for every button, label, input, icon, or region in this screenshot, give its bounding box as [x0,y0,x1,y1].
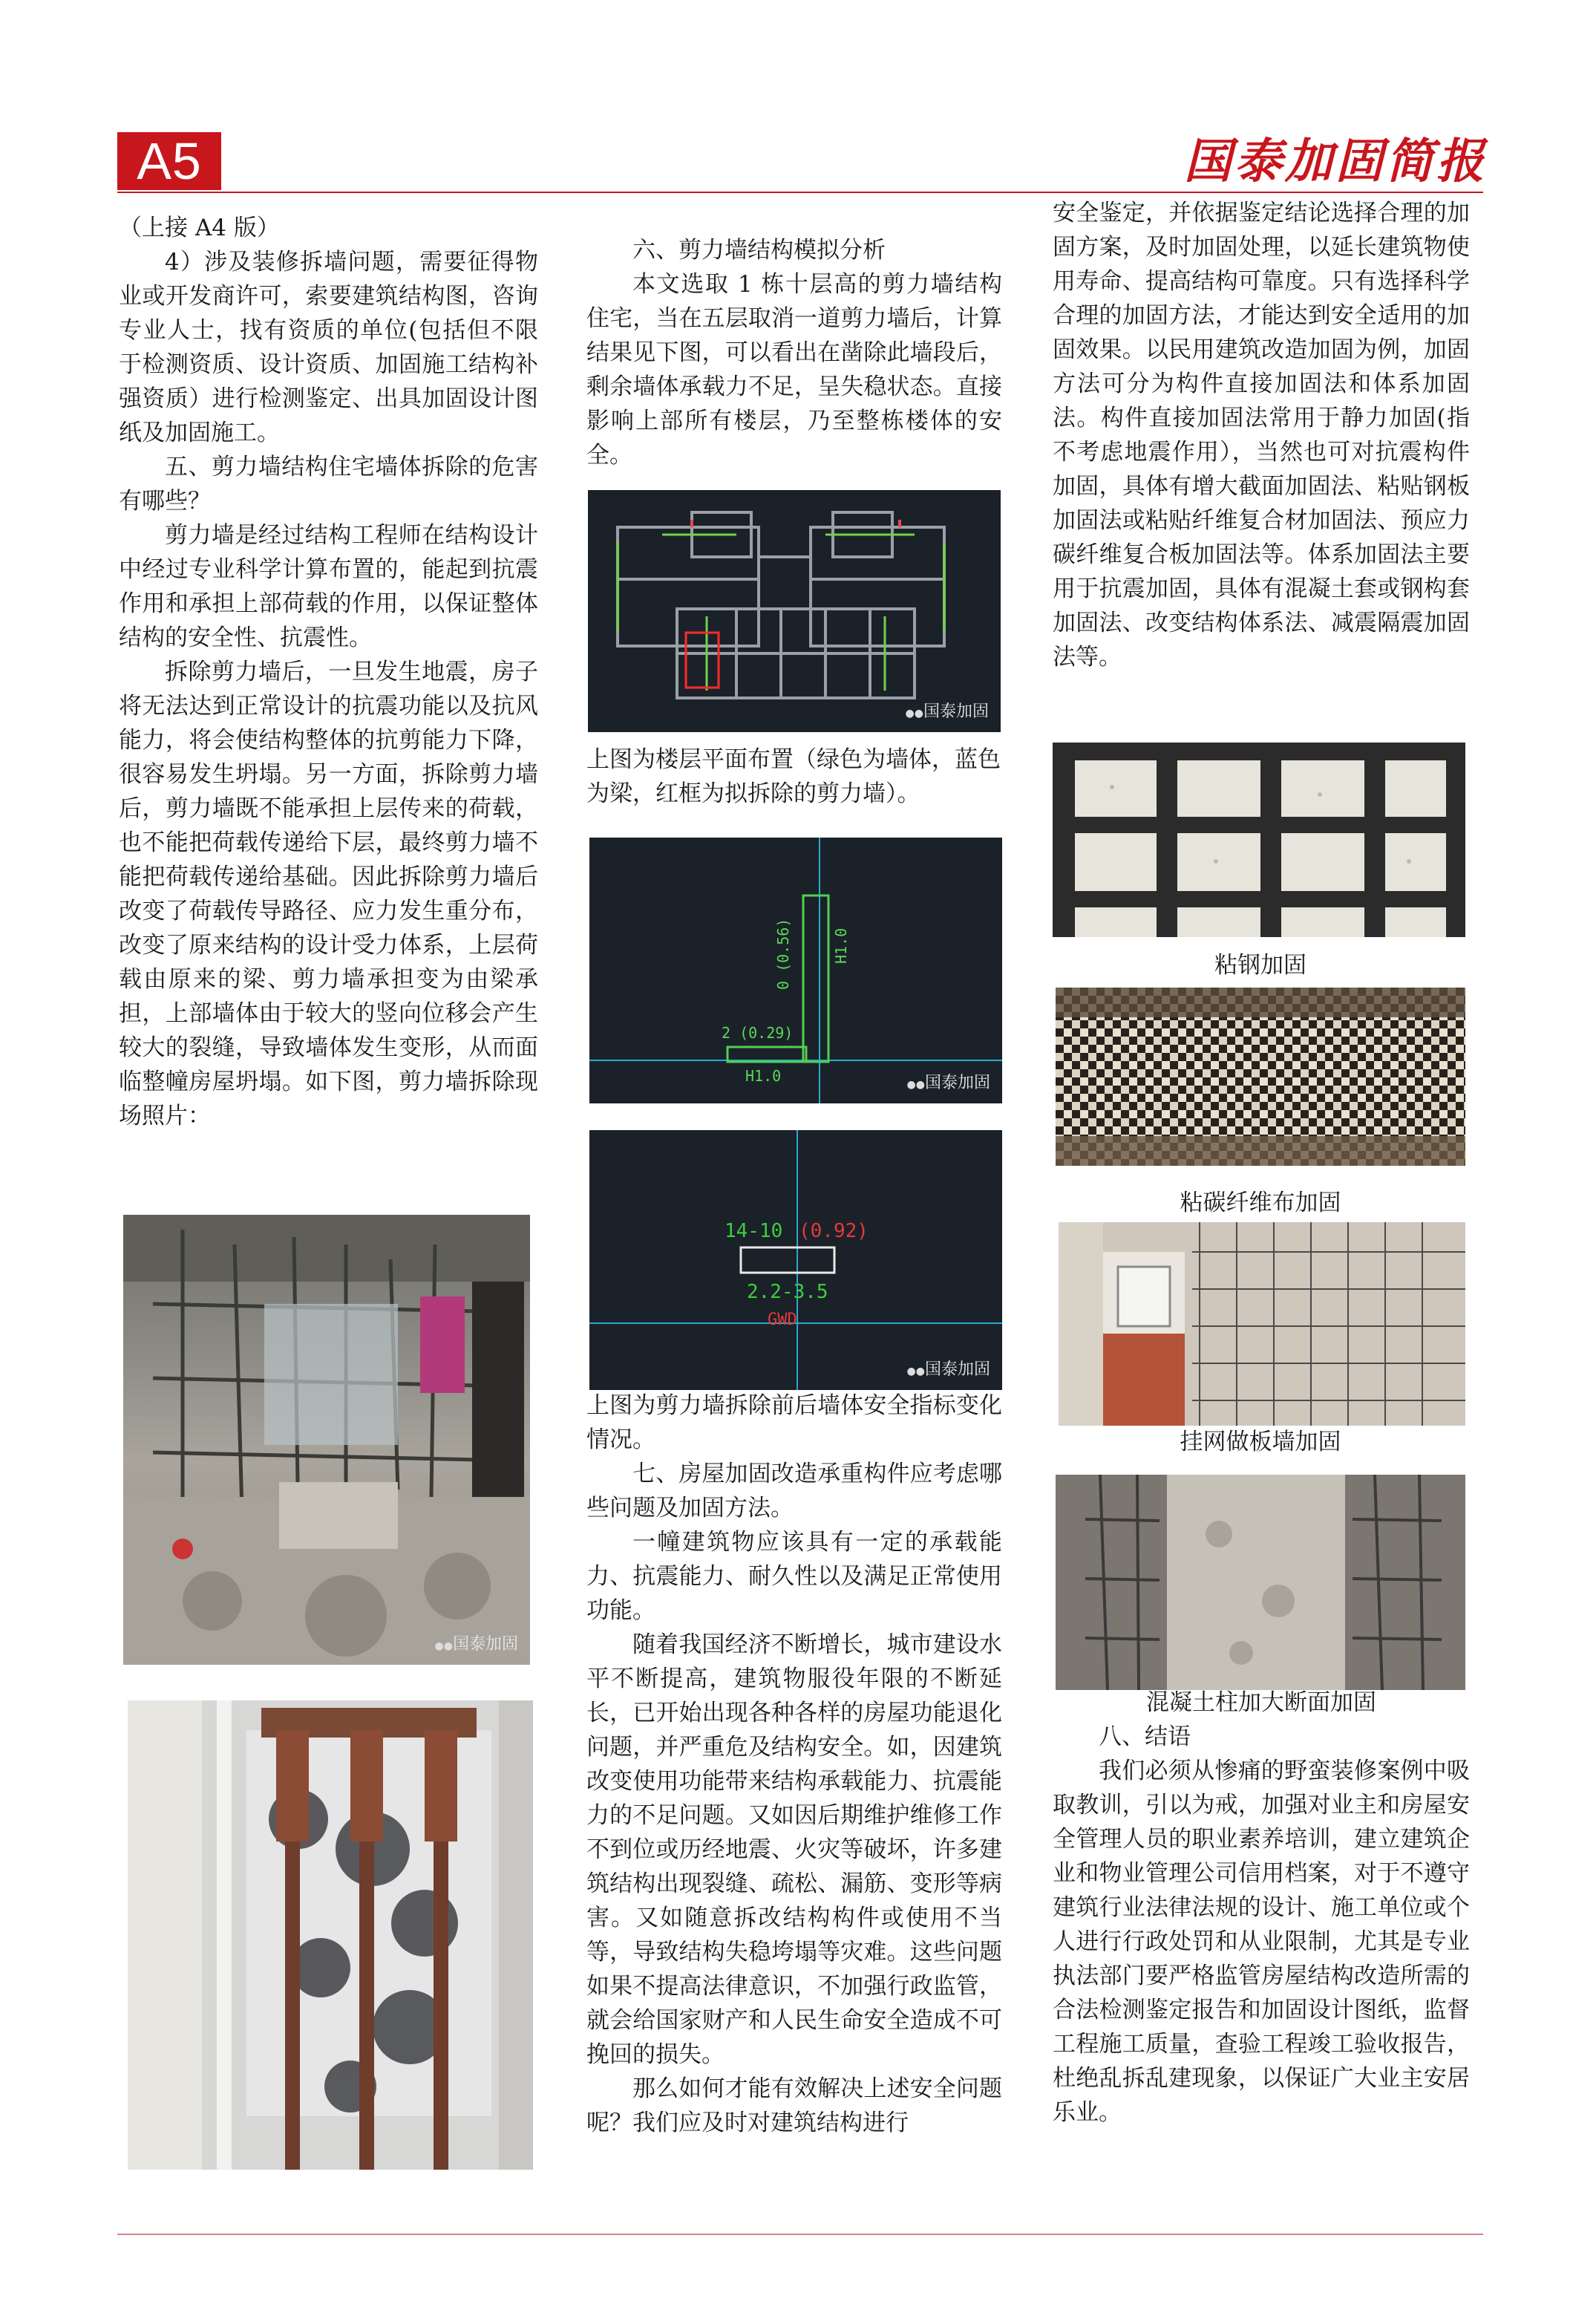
paragraph: 剪力墙是经过结构工程师在结构设计中经过专业科学计算布置的，能起到抗震作用和承担上部荷载的作用，以保证整体结构的安全性、抗震性。 [119,522,538,651]
column-3-lower [1053,1686,1470,2130]
column-3 [1053,196,1470,674]
cad-label: 2 (0.29) [722,1024,794,1042]
mesh-wall-photo [1059,1222,1465,1426]
watermark: ●● 国泰加固 [906,699,989,722]
cad-label: H1.0 [832,927,850,964]
cad-label: (0.92) [799,1220,869,1242]
column-1 [119,211,538,1133]
cad-label: H1.0 [745,1067,782,1085]
cad-label: 2.2-3.5 [747,1281,828,1303]
section-heading: 五、剪力墙结构住宅墙体拆除的危害有哪些？ [119,454,538,515]
carbon-fiber-photo [1056,988,1465,1166]
column-2-lower [586,1389,1002,2140]
photo-caption: 混凝土柱加大断面加固 [1146,1689,1376,1716]
paragraph: 一幢建筑物应该具有一定的承载能力、抗震能力、耐久性以及满足正常使用功能。 [586,1529,1002,1624]
photo-caption: 粘钢加固 [1214,952,1306,979]
watermark: ●● 国泰加固 [907,1070,990,1093]
wall-index-before-figure [589,838,1002,1103]
continued-note: （上接 A4 版） [119,215,280,241]
steel-bonding-photo [1053,743,1465,937]
watermark: ●● 国泰加固 [435,1631,518,1654]
paragraph: 安全鉴定，并依据鉴定结论选择合理的加固方案，及时加固处理，以延长建筑物使用寿命、提高结构可靠度。只有选择科学合理的加固方法，才能达到安全适用的加固效果。以民用建筑改造加固为例，加固方法可分为构件直接加固法和体系加固法。构件直接加固法常用于静力加固(指不考虑地震作用），当然也可对抗震构件加固，具体有增大截面加固法、粘贴钢板加固法或粘贴纤维复合材加固法、预应力碳纤维复合板加固法等。体系加固法主要用于抗震加固，具体有混凝土套或钢构套加固法、改变结构体系法、减震隔震加固法等。 [1053,200,1470,671]
watermark: ●● 国泰加固 [907,1357,990,1380]
figure-caption: 上图为剪力墙拆除前后墙体安全指标变化情况。 [586,1392,1002,1453]
cad-label: 14-10 [725,1220,783,1242]
floor-plan-figure [588,490,1001,732]
header-rule [117,192,1483,193]
section-heading: 六、剪力墙结构模拟分析 [632,237,886,264]
paragraph: 随着我国经济不断增长，城市建设水平不断提高，建筑物服役年限的不断延长，已开始出现各种各样的房屋功能退化问题，并严重危及结构安全。如，因建筑改变使用功能带来结构承载能力、抗震能力的不足问题。又如因后期维护维修工作不到位或历经地震、火灾等破坏，许多建筑结构出现裂缝、疏松、漏筋、变形等病害。又如随意拆改结构构件或使用不当等，导致结构失稳垮塌等灾难。这些问题如果不提高法律意识，不加强行政监管，就会给国家财产和人民生命安全造成不可挽回的损失。 [586,1631,1002,2068]
paragraph: 本文选取 1 栋十层高的剪力墙结构住宅，当在五层取消一道剪力墙后，计算结果见下图，可以看出在凿除此墙段后，剩余墙体承载力不足，呈失稳状态。直接影响上部所有楼层，乃至整栋楼体的安全。 [586,271,1002,469]
figure-caption: 上图为楼层平面布置（绿色为墙体，蓝色为梁，红框为拟拆除的剪力墙）。 [586,746,1001,807]
column-enlargement-photo [1056,1475,1465,1690]
section-heading: 八、结语 [1099,1723,1191,1750]
cad-label: GWD [768,1311,797,1329]
paragraph: 我们必须从惨痛的野蛮装修案例中吸取教训，引以为戒，加强对业主和房屋安全管理人员的职业素养培训，建立建筑企业和物业管理公司信用档案，对于不遵守建筑行业法律法规的设计、施工单位或个人进行行政处罚和从业限制，尤其是专业执法部门要严格监管房屋结构改造所需的合法检测鉴定报告和加固设计图纸，监督工程施工质量，查验工程竣工验收报告，杜绝乱拆乱建现象，以保证广大业主安居乐业。 [1053,1758,1470,2126]
cad-label: 0 (0.56) [774,918,792,990]
column-2 [586,233,1002,472]
photo-caption: 粘碳纤维布加固 [1180,1190,1341,1216]
paragraph: 拆除剪力墙后，一旦发生地震，房子将无法达到正常设计的抗震功能以及抗风能力，将会使结构整体的抗剪能力下降，很容易发生坍塌。另一方面，拆除剪力墙后，剪力墙既不能承担上层传来的荷载，也不能把荷载传递给下层，最终剪力墙不能把荷载传递给基础。因此拆除剪力墙后改变了荷载传导路径、应力发生重分布，改变了原来结构的设计受力体系，上层荷载由原来的梁、剪力墙承担变为由梁承担，上部墙体由于较大的竖向位移会产生较大的裂缝，导致墙体发生变形，从而面临整幢房屋坍塌。如下图，剪力墙拆除现场照片： [119,659,538,1129]
masthead-logo: 国泰加固简报 [1184,134,1487,189]
demolition-photo [123,1215,530,1665]
paragraph: 4）涉及装修拆墙问题，需要征得物业或开发商许可，索要建筑结构图，咨询专业人士，找有资质的单位(包括但不限于检测资质、设计资质、加固施工结构补强资质）进行检测鉴定、出具加固设计图纸及加固施工。 [119,249,538,446]
shoring-photo [128,1700,533,2170]
page-number: A5 [117,132,221,190]
section-heading: 七、房屋加固改造承重构件应考虑哪些问题及加固方法。 [586,1461,1002,1521]
photo-caption: 挂网做板墙加固 [1180,1429,1341,1455]
paragraph: 那么如何才能有效解决上述安全问题呢？我们应及时对建筑结构进行 [586,2075,1002,2136]
wall-index-after-figure [589,1130,1002,1390]
footer-rule [117,2234,1483,2235]
